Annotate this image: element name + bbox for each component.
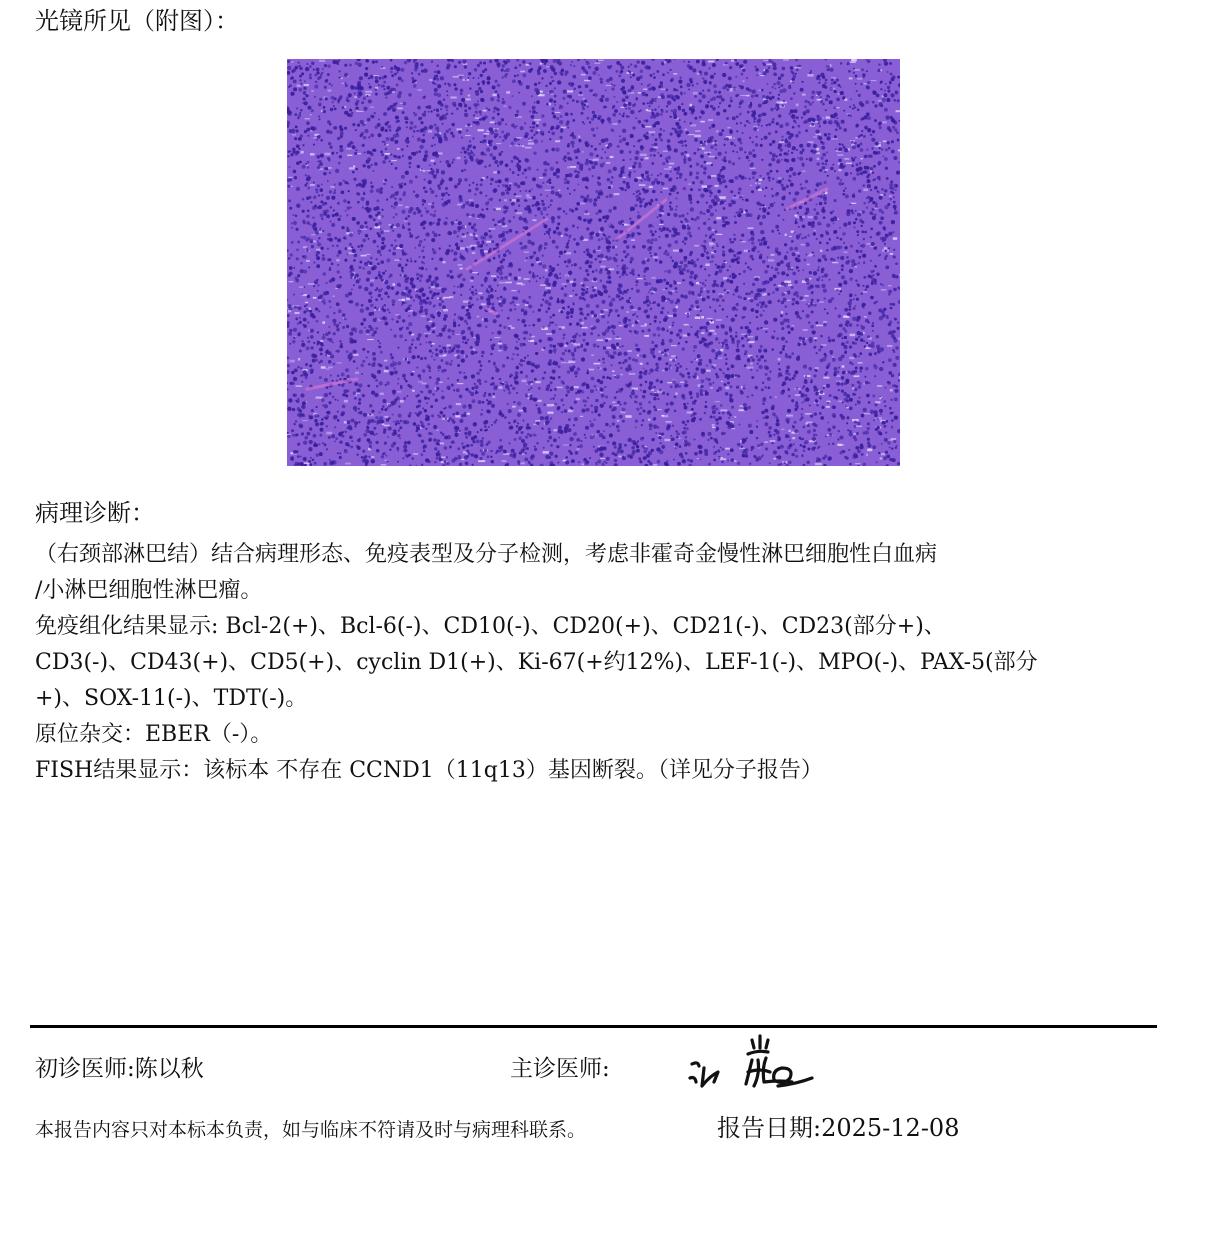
histology-micrograph: [287, 59, 900, 466]
initial-doctor-label: 初诊医师:: [35, 1056, 135, 1082]
diagnosis-summary-line: （右颈部淋巴结）结合病理形态、免疫表型及分子检测，考虑非霍奇金慢性淋巴细胞性白血病: [35, 542, 938, 567]
initial-doctor-name: 陈以秋: [134, 1056, 204, 1082]
diagnosis-heading: 病理诊断：: [35, 499, 155, 527]
diagnosis-summary-line: /小淋巴细胞性淋巴瘤。: [35, 578, 263, 603]
diagnosis-body: [35, 537, 1185, 789]
ish-result-line: 原位杂交：EBER（-）。: [35, 722, 273, 747]
attending-doctor-label: 主诊医师:: [510, 1056, 610, 1082]
report-date-label: 报告日期:: [717, 1114, 822, 1142]
report-date-value: 2025-12-08: [821, 1114, 960, 1142]
footer-divider: [30, 1025, 1157, 1028]
microscopy-heading: 光镜所见（附图）：: [35, 7, 239, 35]
ihc-result-line: CD3(-)、CD43(+)、CD5(+)、cyclin D1(+)、Ki-67(+约12%)、LEF-1(-)、MPO(-)、PAX-5(部分: [35, 650, 1038, 675]
ihc-result-line: 免疫组化结果显示: Bcl-2(+)、Bcl-6(-)、CD10(-)、CD20(+)、CD21(-)、CD23(部分+)、: [35, 614, 946, 639]
fish-result-line: FISH结果显示：该标本 不存在 CCND1（11q13）基因断裂。（详见分子报告）: [35, 758, 823, 783]
attending-doctor-signature: [678, 1028, 818, 1098]
report-date: [717, 1113, 959, 1143]
disclaimer-text: 本报告内容只对本标本负责，如与临床不符请及时与病理科联系。: [35, 1119, 587, 1141]
ihc-result-line: +)、SOX-11(-)、TDT(-)。: [35, 686, 308, 711]
initial-doctor: [35, 1054, 204, 1084]
